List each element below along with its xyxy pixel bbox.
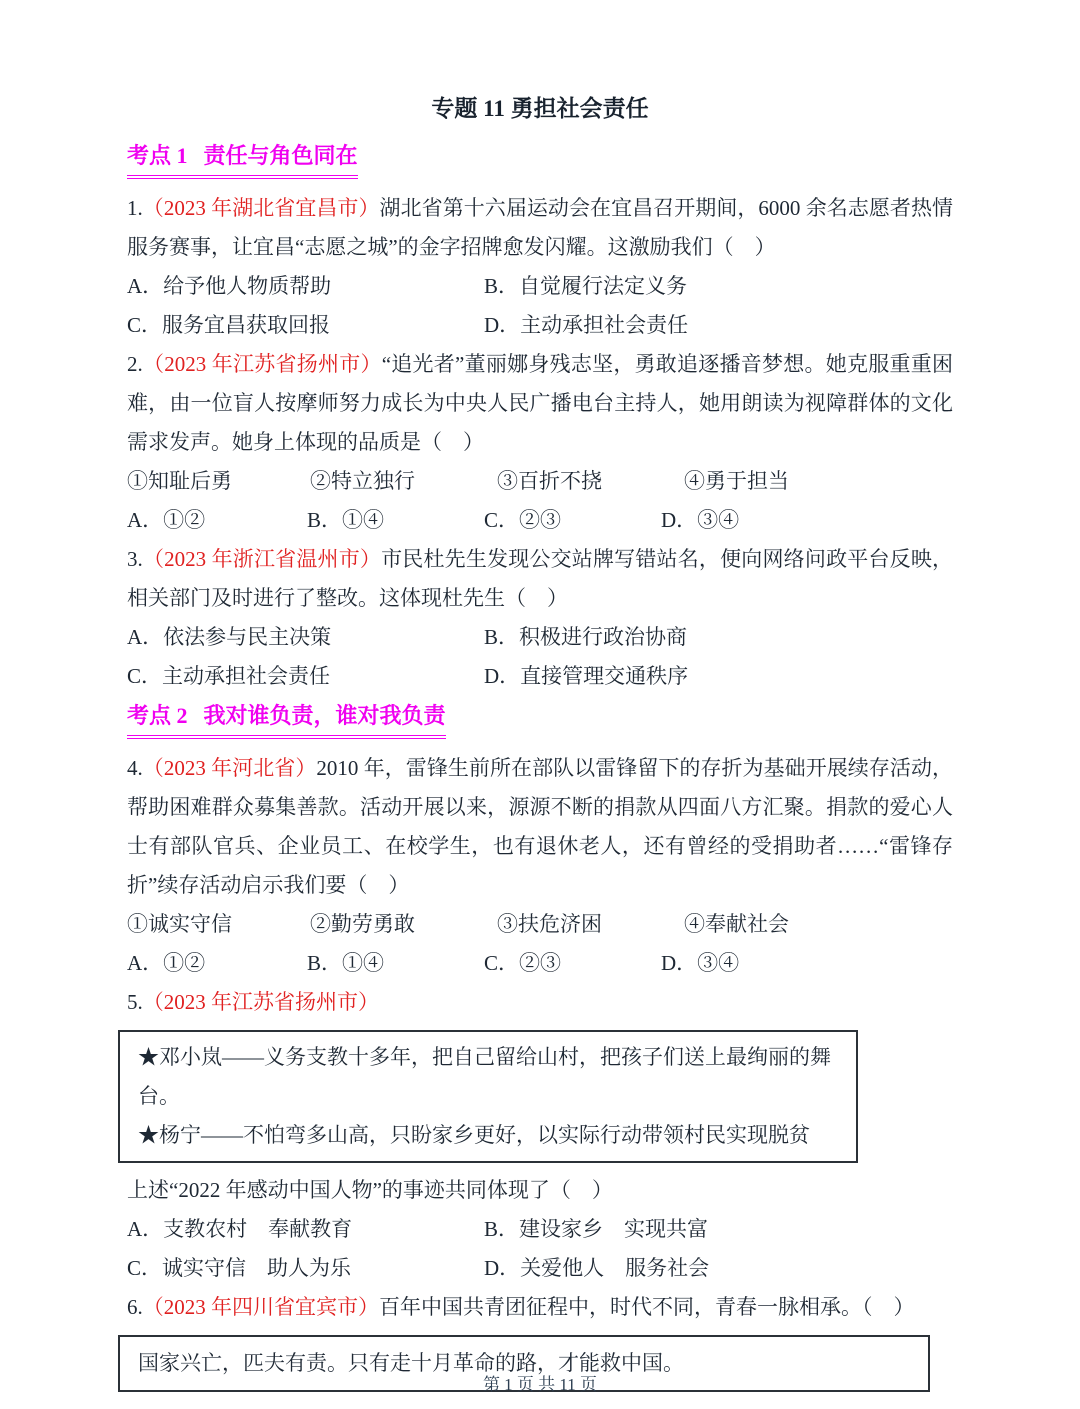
question-1-source: （2023 年湖北省宜昌市） [142,196,380,220]
question-4-item-1: ①诚实守信 [127,912,232,936]
question-5-material-box [118,1030,858,1163]
question-6-material-line-1: 国家兴亡，匹夫有责。只有走十月革命的路，才能救中国。 [138,1351,684,1375]
question-5-option-a: A．支教农村 奉献教育 [127,1217,353,1241]
question-1-options-row-1 [127,267,953,306]
question-2-item-3: ③百折不挠 [497,469,602,493]
question-3-source: （2023 年浙江省温州市） [142,547,382,571]
question-6-number: 6. [127,1295,143,1319]
question-1-option-d: D．主动承担社会责任 [484,313,689,337]
section-label: 考点 1 [127,143,188,168]
question-5-option-c: C．诚实守信 助人为乐 [127,1256,352,1280]
question-1-stem [127,189,953,267]
question-6-stem [127,1288,953,1327]
question-2-stem [127,345,953,462]
question-1-option-c: C．服务宜昌获取回报 [127,313,331,337]
question-2-item-1: ①知耻后勇 [127,469,232,493]
question-2-option-d: D．③④ [661,508,740,532]
question-5-stem [127,983,953,1022]
page-title: 专题 11 勇担社会责任 [431,96,649,121]
question-4-item-2: ②勤劳勇敢 [310,912,415,936]
question-3-options-row-1 [127,618,953,657]
question-4-option-c: C．②③ [484,951,562,975]
section-title: 我对谁负责，谁对我负责 [203,703,446,728]
question-2-option-c: C．②③ [484,508,562,532]
question-3-stem [127,540,953,618]
question-4-items-row [127,905,953,944]
question-5-number: 5. [127,990,143,1014]
question-2-number: 2. [127,352,143,376]
question-4-option-a: A．①② [127,951,206,975]
question-4-stem [127,749,953,905]
question-1-text: 湖北省第十六届运动会在宜昌召开期间，6000 余名志愿者热情服务赛事，让宜昌“志愿之城”的金字招牌愈发闪耀。这激励我们（ ） [127,196,954,259]
question-4-text: 2010 年，雷锋生前所在部队以雷锋留下的存折为基础开展续存活动，帮助困难群众募集善款。活动开展以来，源源不断的捐款从四面八方汇聚。捐款的爱心人士有部队官兵、企业员工、在校学生，也有退休老人，还有曾经的受捐助者……“雷锋存折”续存活动启示我们要（ ） [127,756,953,897]
question-3-option-a: A．依法参与民主决策 [127,625,332,649]
question-5-options-row-2 [127,1249,953,1288]
question-4-option-b: B．①④ [307,951,385,975]
question-3-options-row-2 [127,657,953,696]
question-3-number: 3. [127,547,143,571]
section-heading-kaodian2 [127,698,953,739]
question-3-option-b: B．积极进行政治协商 [484,625,688,649]
question-4-item-4: ④奉献社会 [684,912,789,936]
question-5-source: （2023 年江苏省扬州市） [142,990,379,1014]
question-2-option-a: A．①② [127,508,206,532]
question-5-material-line-2: ★杨宁——不怕弯多山高，只盼家乡更好，以实际行动带领村民实现脱贫 [138,1123,810,1147]
page-footer: 第 1 页 共 11 页 [482,1375,598,1394]
section-heading-kaodian1 [127,138,953,179]
question-5-options-row-1 [127,1210,953,1249]
question-1-option-b: B．自觉履行法定义务 [484,274,688,298]
question-2-options-row [127,501,953,540]
question-5-prompt: 上述“2022 年感动中国人物”的事迹共同体现了（ ） [127,1178,613,1202]
question-3-text: 市民杜先生发现公交站牌写错站名，便向网络问政平台反映，相关部门及时进行了整改。这体现杜先生（ ） [127,547,954,610]
question-4-options-row [127,944,953,983]
question-5-option-b: B．建设家乡 实现共富 [484,1217,709,1241]
question-4-option-d: D．③④ [661,951,740,975]
question-2-text: “追光者”董丽娜身残志坚，勇敢追逐播音梦想。她克服重重困难，由一位盲人按摩师努力成长为中央人民广播电台主持人，她用朗读为视障群体的文化需求发声。她身上体现的品质是（ ） [127,352,954,454]
question-4-item-3: ③扶危济困 [497,912,602,936]
question-4-number: 4. [127,756,143,780]
question-2-item-4: ④勇于担当 [684,469,789,493]
question-4-source: （2023 年河北省） [142,756,317,780]
question-6-text: 百年中国共青团征程中，时代不同，青春一脉相承。（ ） [379,1295,915,1319]
question-2-source: （2023 年江苏省扬州市） [142,352,382,376]
question-1-options-row-2 [127,306,953,345]
question-2-items-row [127,462,953,501]
question-5-option-d: D．关爱他人 服务社会 [484,1256,710,1280]
question-3-option-d: D．直接管理交通秩序 [484,664,689,688]
question-3-option-c: C．主动承担社会责任 [127,664,331,688]
section-title: 责任与角色同在 [203,143,358,168]
question-5-material-line-1: ★邓小岚——义务支教十多年，把自己留给山村，把孩子们送上最绚丽的舞台。 [138,1045,831,1108]
question-2-option-b: B．①④ [307,508,385,532]
section-heading-underline [127,138,358,179]
section-label: 考点 2 [127,703,188,728]
question-1-option-a: A．给予他人物质帮助 [127,274,332,298]
question-6-source: （2023 年四川省宜宾市） [142,1295,379,1319]
question-2-item-2: ②特立独行 [310,469,415,493]
question-1-number: 1. [127,196,143,220]
section-heading-underline [127,698,446,739]
